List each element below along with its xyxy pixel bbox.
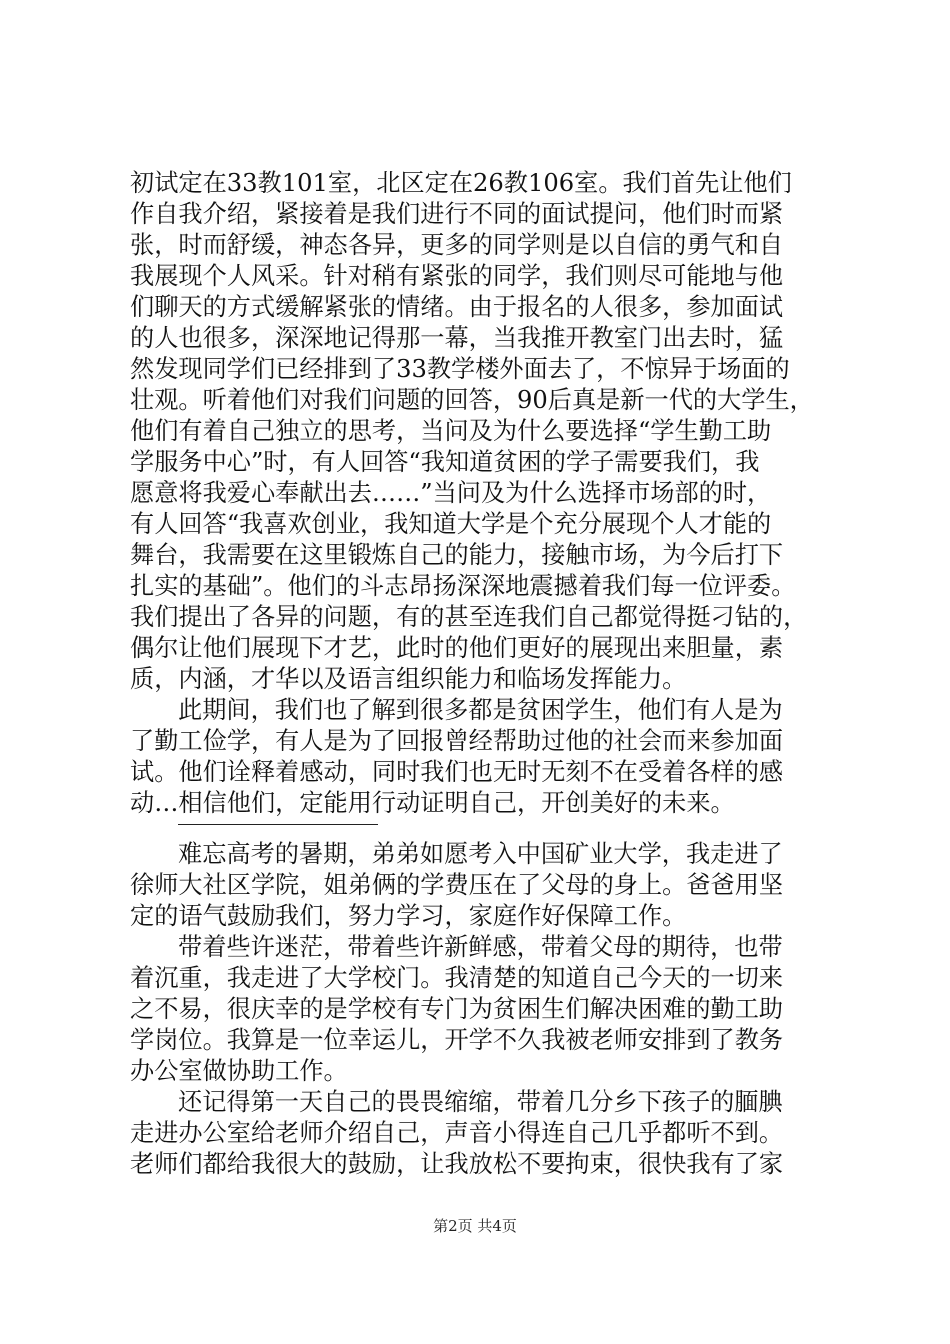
page-footer: 第2页 共4页 [433,1217,517,1235]
paragraph-1-line-11: 愿意将我爱心奉献出去……”当问及为什么选择市场部的时， [130,479,772,507]
paragraph-1-line-6: 的人也很多，深深地记得那一幕，当我推开教室门出去时，猛 [130,324,784,352]
paragraph-4-line-4: 学岗位。我算是一位幸运儿，开学不久我被老师安排到了教务 [130,1026,784,1054]
paragraph-1-line-9: 他们有着自己独立的思考，当问及为什么要选择“学生勤工助 [130,417,772,445]
paragraph-1-line-3: 张，时而舒缓，神态各异，更多的同学则是以自信的勇气和自 [130,231,784,259]
paragraph-2-line-1: 此期间，我们也了解到很多都是贫困学生，他们有人是为 [178,696,783,724]
paragraph-2-line-2: 了勤工俭学，有人是为了回报曾经帮助过他的社会而来参加面 [130,727,784,755]
paragraph-5-line-2: 走进办公室给老师介绍自己，声音小得连自己几乎都听不到。 [130,1119,784,1147]
paragraph-5-line-1: 还记得第一天自己的畏畏缩缩，带着几分乡下孩子的腼腆 [178,1088,783,1116]
paragraph-1-line-2: 作自我介绍，紧接着是我们进行不同的面试提问，他们时而紧 [130,200,784,228]
paragraph-1-line-4: 我展现个人风采。针对稍有紧张的同学，我们则尽可能地与他 [130,262,784,290]
paragraph-1-line-13: 舞台，我需要在这里锻炼自己的能力，接触市场，为今后打下 [130,541,784,569]
paragraph-1-line-15: 我们提出了各异的问题，有的甚至连我们自己都觉得挺刁钻的， [130,603,808,631]
paragraph-4-line-3: 之不易，很庆幸的是学校有专门为贫困生们解决困难的勤工助 [130,995,784,1023]
paragraph-1-line-10: 学服务中心”时，有人回答“我知道贫困的学子需要我们，我 [130,448,760,476]
paragraph-2-line-3: 试。他们诠释着感动，同时我们也无时无刻不在受着各样的感 [130,758,784,786]
paragraph-1-line-5: 们聊天的方式缓解紧张的情绪。由于报名的人很多，参加面试 [130,293,784,321]
paragraph-1-line-17: 质，内涵，才华以及语言组织能力和临场发挥能力。 [130,665,687,693]
paragraph-4-line-2: 着沉重，我走进了大学校门。我清楚的知道自己今天的一切来 [130,964,784,992]
section-divider [178,824,378,825]
paragraph-5-line-3: 老师们都给我很大的鼓励，让我放松不要拘束，很快我有了家 [130,1150,784,1178]
paragraph-1-line-14: 扎实的基础”。他们的斗志昂扬深深地震撼着我们每一位评委。 [130,572,796,600]
paragraph-1-line-7: 然发现同学们已经排到了33教学楼外面去了，不惊异于场面的 [130,355,790,383]
paragraph-1-line-12: 有人回答“我喜欢创业，我知道大学是个充分展现个人才能的 [130,510,772,538]
paragraph-1-line-16: 偶尔让他们展现下才艺，此时的他们更好的展现出来胆量，素 [130,634,784,662]
paragraph-4-line-5: 办公室做协助工作。 [130,1057,348,1085]
paragraph-1-line-1: 初试定在33教101室，北区定在26教106室。我们首先让他们 [130,169,792,197]
paragraph-4-line-1: 带着些许迷茫，带着些许新鲜感，带着父母的期待，也带 [178,933,783,961]
paragraph-3-line-2: 徐师大社区学院，姐弟俩的学费压在了父母的身上。爸爸用坚 [130,871,784,899]
paragraph-3-line-1: 难忘高考的暑期，弟弟如愿考入中国矿业大学，我走进了 [178,840,783,868]
paragraph-2-line-4: 动…相信他们，定能用行动证明自己，开创美好的未来。 [130,789,735,817]
paragraph-3-line-3: 定的语气鼓励我们，努力学习，家庭作好保障工作。 [130,902,687,930]
paragraph-1-line-8: 壮观。听着他们对我们问题的回答，90后真是新一代的大学生， [130,386,814,414]
